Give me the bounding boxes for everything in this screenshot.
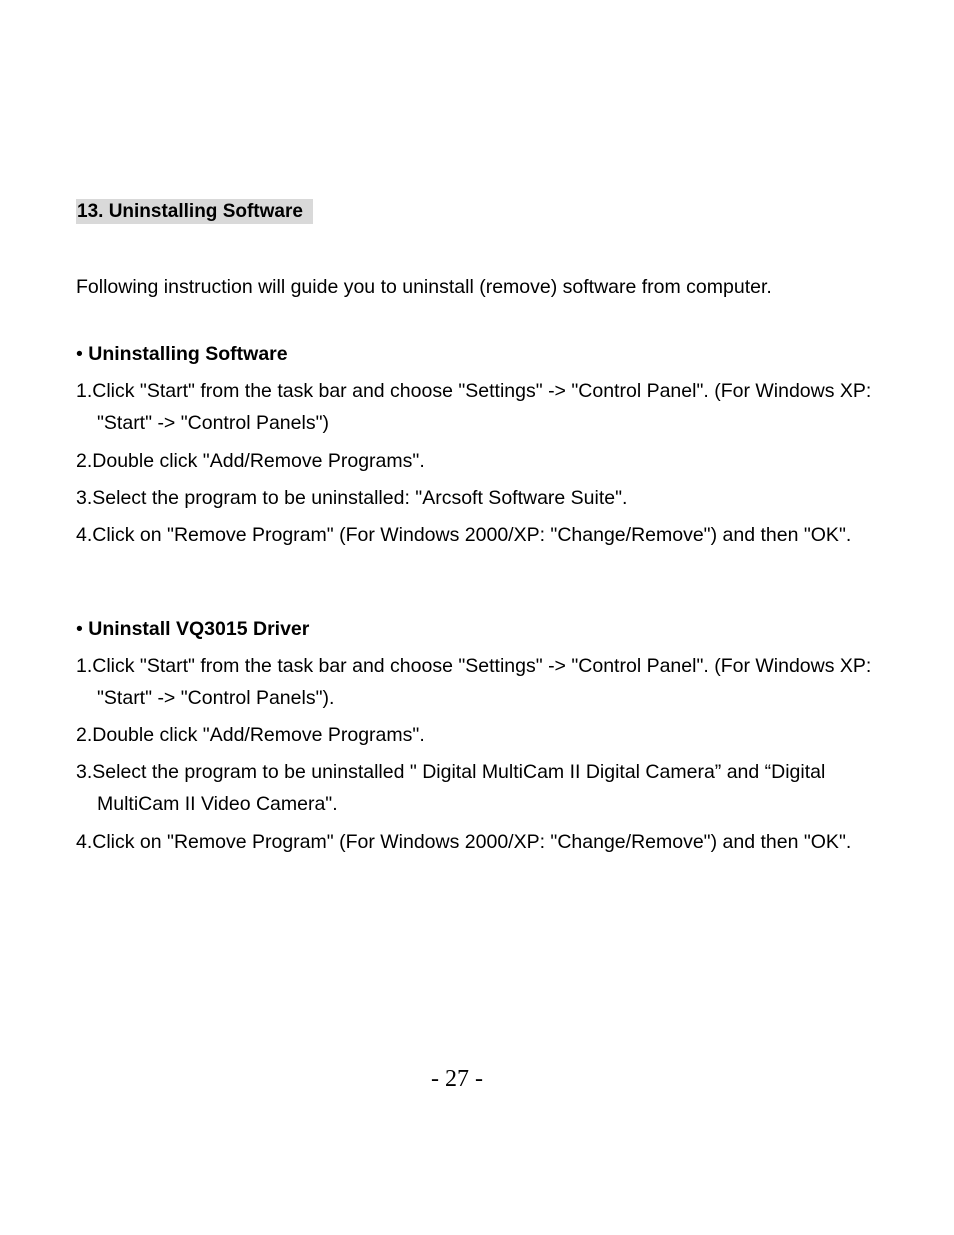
bullet-icon: • <box>76 343 83 365</box>
step-text: 2.Double click "Add/Remove Programs". <box>76 450 425 472</box>
software-step-2 <box>76 445 926 477</box>
software-step-1 <box>76 375 926 439</box>
subheading-label: Uninstalling Software <box>88 343 288 365</box>
step-text: 3.Select the program to be uninstalled " Digital MultiCam II Digital Camera” and “Digital <box>76 761 826 783</box>
bullet-icon: • <box>76 618 83 640</box>
intro-paragraph: Following instruction will guide you to uninstall (remove) software from computer. <box>76 276 772 298</box>
section-heading: 13. Uninstalling Software <box>76 199 313 224</box>
subheading-uninstall-driver <box>76 617 309 641</box>
driver-step-3 <box>76 756 926 820</box>
driver-step-4 <box>76 826 926 858</box>
step-text: 1.Click "Start" from the task bar and choose "Settings" -> "Control Panel". (For Windows XP: <box>76 655 872 677</box>
step-text-continued: "Start" -> "Control Panels"). <box>97 687 335 709</box>
step-text: 2.Double click "Add/Remove Programs". <box>76 724 425 746</box>
step-text: 3.Select the program to be uninstalled: "Arcsoft Software Suite". <box>76 487 628 509</box>
step-text: 4.Click on "Remove Program" (For Windows 2000/XP: "Change/Remove") and then "OK". <box>76 831 852 853</box>
driver-step-1 <box>76 650 926 714</box>
driver-step-2 <box>76 719 926 751</box>
software-step-3 <box>76 482 926 514</box>
subheading-label: Uninstall VQ3015 Driver <box>88 618 310 640</box>
software-step-4 <box>76 519 926 551</box>
step-text: 1.Click "Start" from the task bar and choose "Settings" -> "Control Panel". (For Windows XP: <box>76 380 872 402</box>
step-text-continued: MultiCam II Video Camera". <box>97 793 338 815</box>
step-text: 4.Click on "Remove Program" (For Windows 2000/XP: "Change/Remove") and then "OK". <box>76 524 852 546</box>
page-number: - 27 - <box>431 1066 483 1092</box>
step-text-continued: "Start" -> "Control Panels") <box>97 412 329 434</box>
subheading-uninstalling-software <box>76 342 288 366</box>
